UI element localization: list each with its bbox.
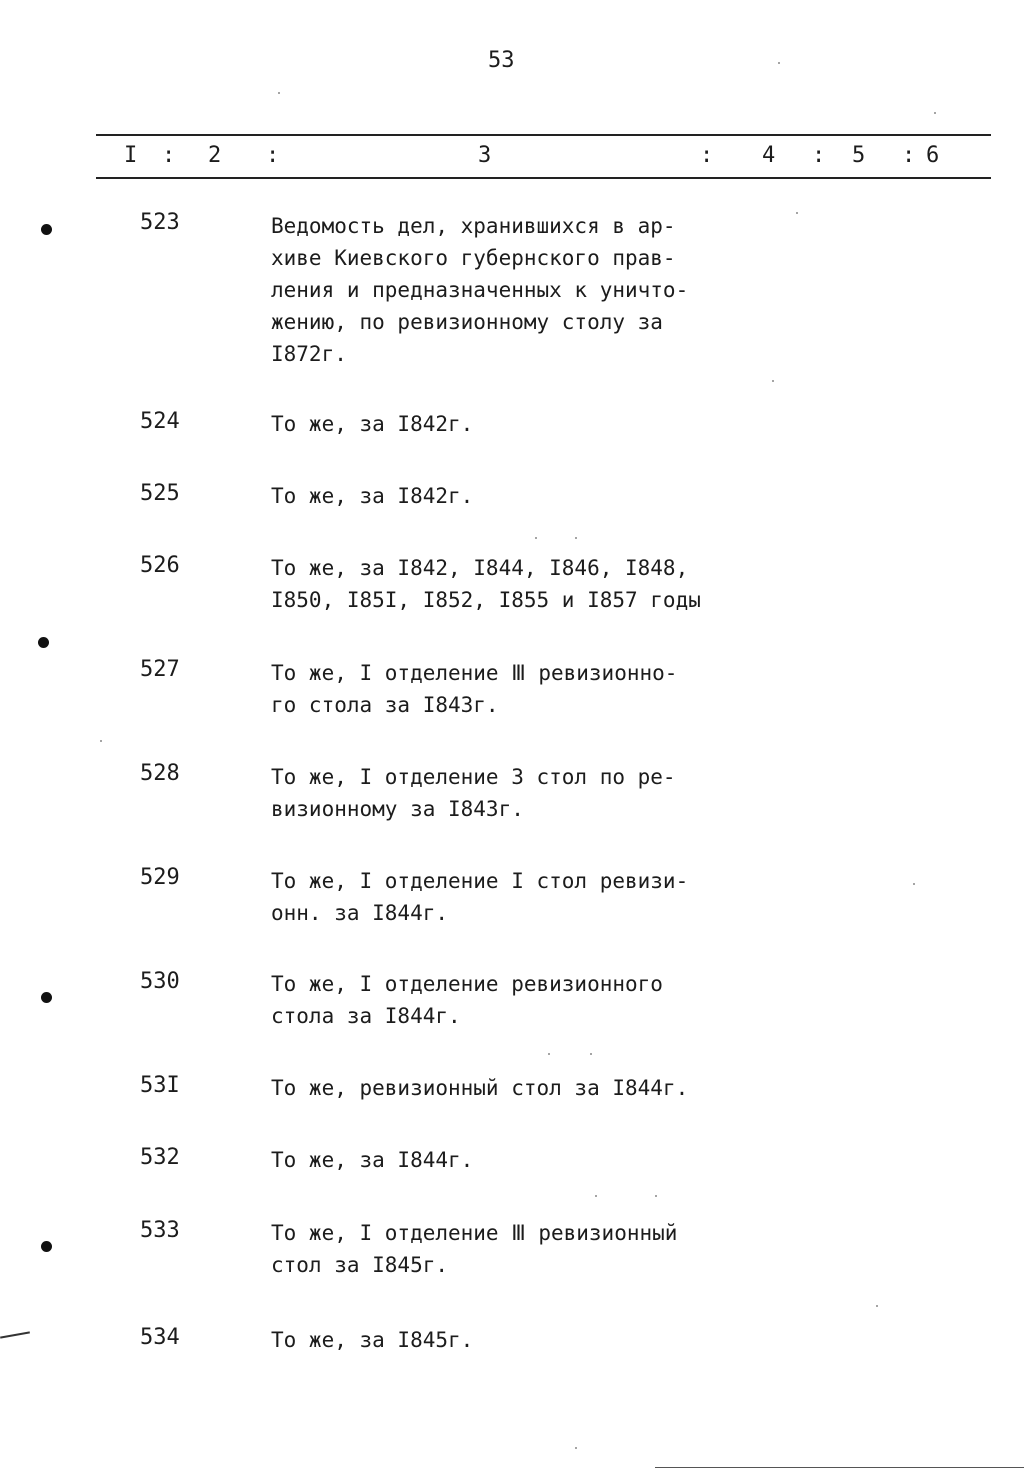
page-number: 53 — [488, 48, 515, 73]
paper-speck — [934, 112, 936, 114]
header-col-2: 2 — [208, 143, 222, 168]
entry-description — [271, 968, 711, 1032]
entry-number: 527 — [140, 657, 180, 682]
entry-number: 532 — [140, 1145, 180, 1170]
entry-line: То же, за I845г. — [271, 1328, 474, 1352]
entry-description — [271, 552, 711, 616]
entry-description — [271, 1072, 711, 1104]
entry-line: онн. за I844г. — [271, 901, 449, 925]
punch-hole-mark — [41, 1241, 52, 1252]
entry-description — [271, 865, 711, 929]
entry-number: 530 — [140, 969, 180, 994]
punch-hole-mark — [38, 637, 49, 648]
entry-line: хиве Киевского губернского прав- — [271, 246, 676, 270]
entry-number: 523 — [140, 210, 180, 235]
entry-number: 529 — [140, 865, 180, 890]
entry-line: То же, I отделение I стол ревизи- — [271, 869, 689, 893]
entry-line: То же, I отделение ревизионного — [271, 972, 663, 996]
entry-line: ления и предназначенных к уничто- — [271, 278, 689, 302]
entry-description — [271, 408, 711, 440]
page-bottom-edge-line — [655, 1467, 1024, 1468]
header-col-5: 5 — [852, 143, 866, 168]
header-separator: : — [162, 143, 176, 168]
entry-description — [271, 1217, 711, 1281]
entry-line: То же, за I842г. — [271, 412, 474, 436]
entry-number: 534 — [140, 1325, 180, 1350]
paper-speck — [100, 740, 102, 742]
entry-line: То же, I отделение Ⅲ ревизионный — [271, 1221, 678, 1245]
paper-speck — [913, 883, 915, 885]
entry-line: То же, за I842г. — [271, 484, 474, 508]
paper-speck — [595, 1195, 597, 1197]
paper-speck — [590, 1053, 592, 1055]
header-col-4: 4 — [762, 143, 776, 168]
entry-line: Ведомость дел, хранившихся в ар- — [271, 214, 676, 238]
punch-hole-mark — [41, 224, 52, 235]
entry-line: I850, I85I, I852, I855 и I857 годы — [271, 588, 701, 612]
paper-speck — [548, 1053, 550, 1055]
margin-pen-mark — [0, 1331, 30, 1338]
header-separator: : — [266, 143, 280, 168]
entry-line: визионному за I843г. — [271, 797, 524, 821]
paper-speck — [796, 212, 798, 214]
entry-line: То же, I отделение Ⅲ ревизионно- — [271, 661, 678, 685]
entry-description — [271, 480, 711, 512]
entry-line: стола за I844г. — [271, 1004, 461, 1028]
entry-line: То же, за I842, I844, I846, I848, — [271, 556, 689, 580]
entry-number: 528 — [140, 761, 180, 786]
entry-line: го стола за I843г. — [271, 693, 499, 717]
header-separator: : — [902, 143, 916, 168]
paper-speck — [772, 380, 774, 382]
table-header-bottom-rule — [96, 177, 991, 179]
paper-speck — [575, 1447, 577, 1449]
entry-number: 525 — [140, 481, 180, 506]
header-col-1: I — [124, 143, 138, 168]
entry-line: I872г. — [271, 342, 347, 366]
entry-line: То же, I отделение 3 стол по ре- — [271, 765, 676, 789]
entry-description — [271, 1324, 711, 1356]
paper-speck — [876, 1305, 878, 1307]
entry-number: 526 — [140, 553, 180, 578]
entry-line: То же, за I844г. — [271, 1148, 474, 1172]
entry-number: 53I — [140, 1073, 180, 1098]
entry-line: То же, ревизионный стол за I844г. — [271, 1076, 689, 1100]
entry-description — [271, 761, 711, 825]
punch-hole-mark — [41, 992, 52, 1003]
entry-line: стол за I845г. — [271, 1253, 449, 1277]
entry-number: 533 — [140, 1218, 180, 1243]
paper-speck — [655, 1195, 657, 1197]
entry-description — [271, 210, 711, 370]
entry-line: жению, по ревизионному столу за — [271, 310, 663, 334]
paper-speck — [778, 62, 780, 64]
header-col-3: 3 — [478, 143, 492, 168]
paper-speck — [535, 537, 537, 539]
header-col-6: 6 — [926, 143, 940, 168]
entry-number: 524 — [140, 409, 180, 434]
paper-speck — [278, 92, 280, 94]
entry-description — [271, 1144, 711, 1176]
header-separator: : — [700, 143, 714, 168]
entry-description — [271, 657, 711, 721]
header-separator: : — [812, 143, 826, 168]
paper-speck — [575, 537, 577, 539]
table-header-top-rule — [96, 134, 991, 136]
